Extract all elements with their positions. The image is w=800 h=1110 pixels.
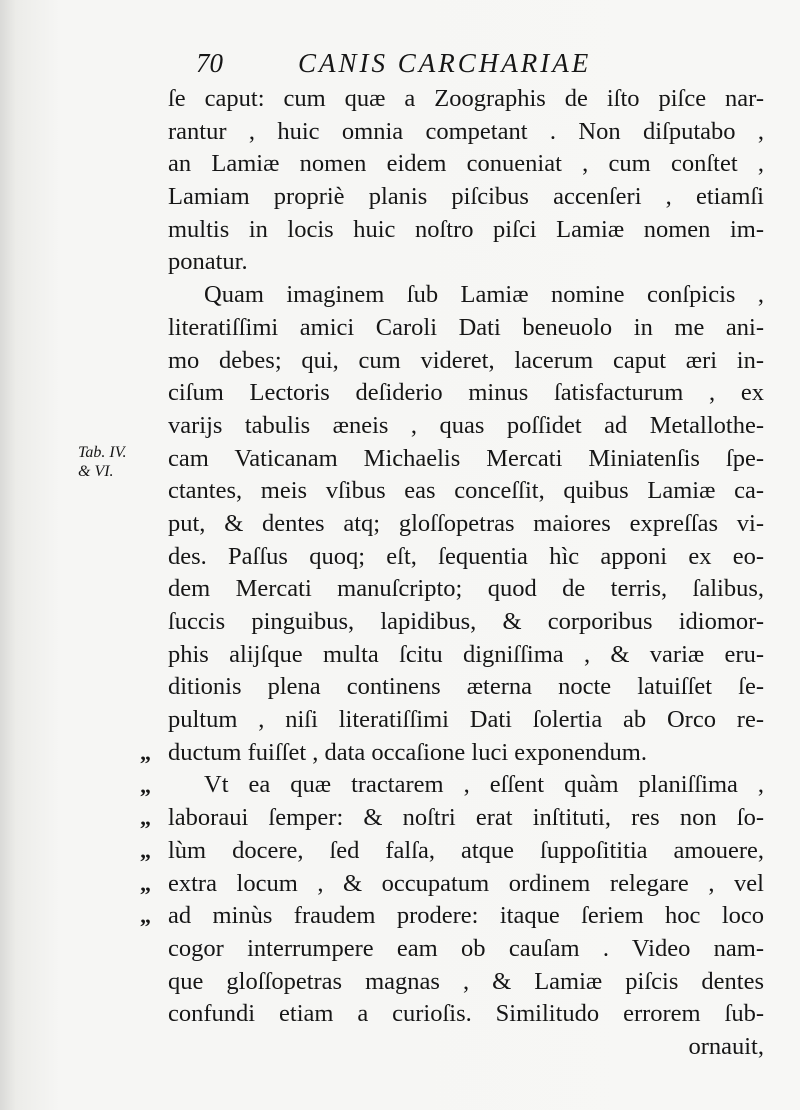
text-line: dem Mercati manuſcripto; quod de terris, ſalibus, xyxy=(168,575,764,603)
text-line: que gloſſopetras magnas , & Lamiæ piſcis dentes xyxy=(168,967,764,995)
text-line: confundi etiam a curioſis. Similitudo errorem ſub- xyxy=(168,1000,764,1028)
text-line: multis in locis huic noſtro piſci Lamiæ nomen im- xyxy=(168,215,764,243)
text-line: cam Vaticanam Michaelis Mercati Miniatenſis ſpe- xyxy=(168,444,764,472)
text-line: lùm docere, ſed falſa, atque ſuppoſititia amouere, xyxy=(168,836,764,864)
text-line: ſuccis pinguibus, lapidibus, & corporibus idiomor- xyxy=(168,608,764,635)
body-text xyxy=(168,83,764,1064)
running-title: CANIS CARCHARIAE xyxy=(298,48,592,78)
text-line: phis alijſque multa ſcitu digniſſima , & variæ eru- xyxy=(168,640,764,668)
catchword: ornauit, xyxy=(688,1032,764,1060)
quote-mark: „ xyxy=(140,903,151,929)
text-line: ad minùs fraudem prodere: itaque ſeriem hoc loco xyxy=(168,902,764,930)
text-line: Vt ea quæ tractarem , eſſent quàm planiſſima , xyxy=(204,771,764,799)
margin-note-line: Tab. IV. xyxy=(78,444,127,461)
text-line: ductum fuiſſet , data occaſione luci exponendum. xyxy=(168,738,647,766)
text-line: extra locum , & occupatum ordinem relegare , vel xyxy=(168,869,764,897)
margin-note-line: & VI. xyxy=(78,463,114,480)
text-line: put, & dentes atq; gloſſopetras maiores expreſſas vi- xyxy=(168,509,764,537)
page-header xyxy=(196,48,756,88)
text-line: ponatur. xyxy=(168,248,248,276)
margin-note xyxy=(78,443,158,481)
text-line: ctantes, meis vſibus eas conceſſit, quibus Lamiæ ca- xyxy=(168,477,764,505)
text-line: Quam imaginem ſub Lamiæ nomine conſpicis , xyxy=(204,281,764,309)
text-line: rantur , huic omnia competant . Non diſputabo , xyxy=(168,117,764,145)
text-line: laboraui ſemper: & noſtri erat inſtituti, res non ſo- xyxy=(168,804,764,832)
quote-mark: „ xyxy=(140,740,151,765)
page-number: 70 xyxy=(196,48,223,78)
text-line: literatiſſimi amici Caroli Dati beneuolo in me ani- xyxy=(168,313,764,341)
text-line: ditionis plena continens æterna nocte latuiſſet ſe- xyxy=(168,673,764,701)
text-line: cogor interrumpere eam ob cauſam . Video nam- xyxy=(168,934,764,962)
quotation-marks-column xyxy=(140,737,164,933)
text-line: Lamiam propriè planis piſcibus accenſeri , etiamſi xyxy=(168,183,764,211)
quote-mark: „ xyxy=(140,870,151,896)
text-line: pultum , niſi literatiſſimi Dati ſolertia ab Orco re- xyxy=(168,706,764,734)
text-line: des. Paſſus quoq; eſt, ſequentia hìc apponi ex eo- xyxy=(168,542,764,570)
text-line: ſe caput: cum quæ a Zoographis de iſto piſce nar- xyxy=(168,85,764,112)
text-line: ciſum Lectoris deſiderio minus ſatisfacturum , ex xyxy=(168,379,764,407)
quote-mark: „ xyxy=(140,838,151,864)
text-line: mo debes; qui, cum videret, lacerum caput æri in- xyxy=(168,346,764,374)
text-line: varijs tabulis æneis , quas poſſidet ad Metallothe- xyxy=(168,411,764,439)
quote-mark: „ xyxy=(140,805,151,831)
text-line: an Lamiæ nomen eidem conueniat , cum conſtet , xyxy=(168,150,764,178)
quote-mark: „ xyxy=(140,772,151,798)
